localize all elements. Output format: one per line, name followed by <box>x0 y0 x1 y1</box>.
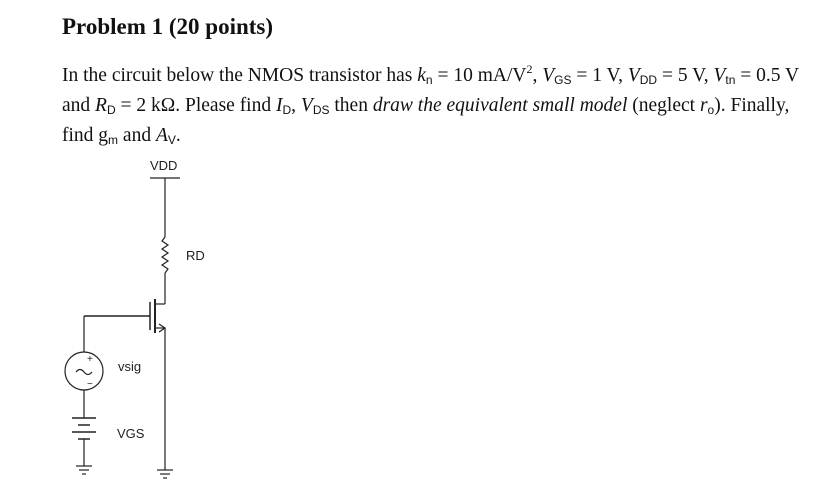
draw-text: draw the equivalent small model <box>372 95 628 116</box>
vdd-value: 5 V <box>677 65 704 86</box>
rd-resistor <box>162 237 168 273</box>
then-text: then <box>334 95 368 116</box>
svg-text:−: − <box>87 379 93 390</box>
vsig-source-icon <box>65 352 103 390</box>
vgs-battery-icon <box>72 418 96 439</box>
vdd-label: VDD <box>150 158 178 173</box>
left-ground-icon <box>76 466 92 474</box>
and-text: and <box>122 125 152 146</box>
neglect-text: (neglect <box>632 95 696 116</box>
find-text: Please find <box>185 95 272 116</box>
intro-text: In the circuit below the NMOS transistor has <box>62 65 413 86</box>
nmos-transistor <box>84 299 165 333</box>
vtn-value: 0.5 V <box>756 65 799 86</box>
svg-text:+: + <box>87 354 93 365</box>
kn-value: 10 mA/V <box>453 65 527 86</box>
circuit-diagram <box>0 140 300 504</box>
finally-text: Finally, find <box>62 95 790 146</box>
rd-value: 2 kΩ <box>136 95 176 116</box>
vgs-label: VGS <box>117 426 145 441</box>
vsig-label: vsig <box>118 359 142 374</box>
vgs-value: 1 V <box>592 65 619 86</box>
problem-statement: In the circuit below the NMOS transistor has $k_n = 10$ $mA/V^2$, $V_{GS} = 1$ V, $V_{DD} = 5$ V, $V_{tn} = 0.5$ V and $R_D = 2$ kΩ. Please find $I_D$, $V_{DS}$ then draw the equivalent small model (neglect $r_o$). Finally, find $g_m$ and $A_V$. <box>62 62 799 147</box>
problem-title: Problem 1 (20 points) <box>62 14 274 39</box>
rd-label: RD <box>186 248 205 263</box>
right-ground-icon <box>157 470 173 478</box>
